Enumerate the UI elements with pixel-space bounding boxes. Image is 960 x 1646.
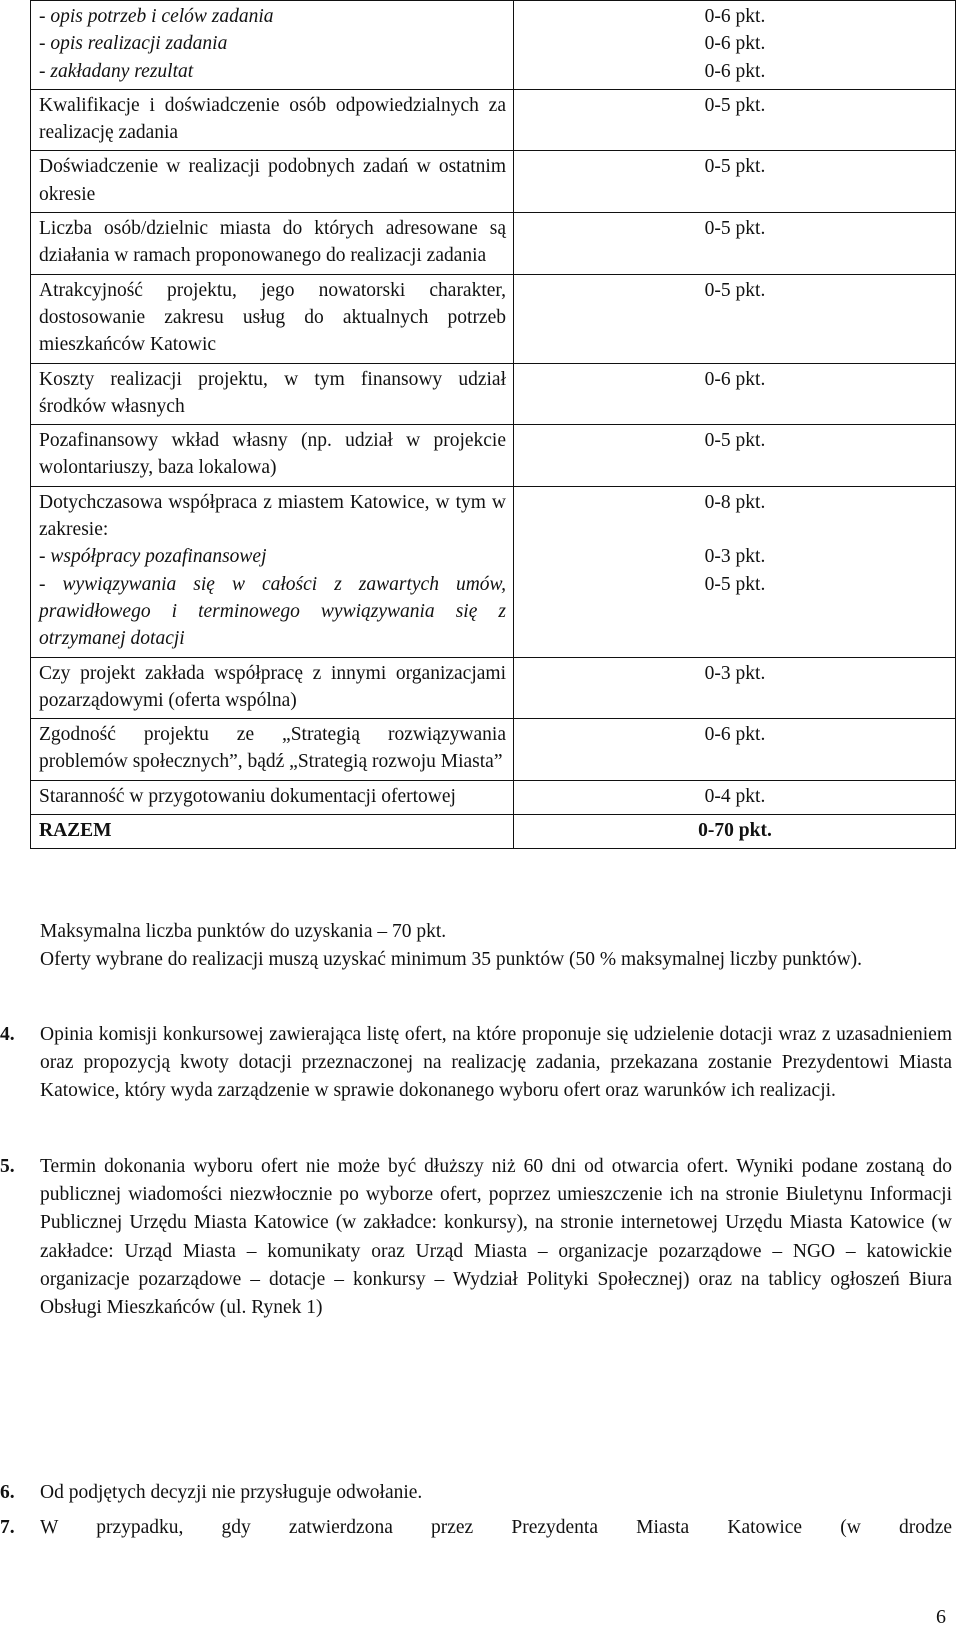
criterion-cell: Doświadczenie w realizacji podobnych zadań w ostatnim okresie (31, 151, 514, 213)
section-4 (0, 1021, 952, 1106)
points-cell (514, 486, 956, 657)
criterion-cell: Pozafinansowy wkład własny (np. udział w projekcie wolontariuszy, baza lokalowa) (31, 425, 514, 487)
criterion-cell: Zgodność projektu ze „Strategią rozwiązywania problemów społecznych”, bądź „Strategią rozwoju Miasta” (31, 719, 514, 781)
evaluation-criteria-table (30, 0, 956, 849)
criterion-text: Dotychczasowa współpraca z miastem Katowice, w tym w zakresie: (39, 491, 506, 541)
section-number: 5. (0, 1156, 15, 1177)
page-number: 6 (936, 1606, 946, 1628)
section-text: Od podjętych decyzji nie przysługuje odwołanie. (40, 1482, 423, 1503)
points-value: 0-3 pkt. (704, 546, 766, 568)
section-number: 4. (0, 1024, 15, 1045)
min-points-note: Oferty wybrane do realizacji muszą uzyskać minimum 35 punktów (50 % maksymalnej liczby punktów). (40, 949, 863, 970)
table-row (31, 780, 956, 814)
points-cell: 0-5 pkt. (514, 151, 956, 213)
table-row (31, 89, 956, 151)
max-points-note: Maksymalna liczba punktów do uzyskania – 70 pkt. (40, 921, 447, 942)
points-value: 0-8 pkt. (704, 491, 766, 513)
section-5 (0, 1153, 952, 1322)
criterion-cell: Atrakcyjność projektu, jego nowatorski charakter, dostosowanie zakresu usług do aktualnych potrzeb mieszkańców Katowic (31, 274, 514, 363)
table-row (31, 274, 956, 363)
points-cell: 0-5 pkt. (514, 425, 956, 487)
criterion-subitem: - wywiązywania się w całości z zawartych umów, prawidłowego i terminowego wywiązywania się z otrzymanej dotacji (39, 573, 506, 650)
criterion-line: - opis potrzeb i celów zadania (39, 6, 274, 27)
points-cell: 0-3 pkt. (514, 657, 956, 719)
table-row (31, 425, 956, 487)
criterion-line: - zakładany rezultat (39, 60, 194, 82)
criterion-line: - opis realizacji zadania (39, 33, 228, 55)
points-cell: 0-5 pkt. (514, 89, 956, 151)
criterion-subitem: - współpracy pozafinansowej (39, 546, 267, 568)
points-value: 0-6 pkt. (704, 33, 766, 55)
points-cell: 0-6 pkt. (514, 363, 956, 425)
table-row (31, 363, 956, 425)
points-value: 0-6 pkt. (704, 60, 766, 82)
section-7 (0, 1514, 952, 1542)
points-cell: 0-5 pkt. (514, 213, 956, 275)
section-number: 6. (0, 1482, 15, 1503)
points-cell: 0-5 pkt. (514, 274, 956, 363)
table-row (31, 657, 956, 719)
total-points: 0-70 pkt. (514, 815, 956, 849)
table-row (31, 486, 956, 657)
criterion-cell: Kwalifikacje i doświadczenie osób odpowiedzialnych za realizację zadania (31, 89, 514, 151)
points-value: 0-6 pkt. (704, 6, 766, 27)
total-label: RAZEM (31, 815, 514, 849)
criterion-cell: Liczba osób/dzielnic miasta do których adresowane są działania w ramach proponowanego do realizacji zadania (31, 213, 514, 275)
points-cell: 0-4 pkt. (514, 780, 956, 814)
table-row (31, 719, 956, 781)
section-6 (0, 1479, 952, 1507)
table-row (31, 815, 956, 849)
criterion-cell: Czy projekt zakłada współpracę z innymi organizacjami pozarządowymi (oferta wspólna) (31, 657, 514, 719)
table-row (31, 1, 956, 90)
points-cell: 0-6 pkt. (514, 719, 956, 781)
criterion-cell (31, 1, 514, 90)
points-cell (514, 1, 956, 90)
criterion-cell: Staranność w przygotowaniu dokumentacji ofertowej (31, 780, 514, 814)
section-text: Termin dokonania wyboru ofert nie może być dłuższy niż 60 dni od otwarcia ofert. Wyniki podane zostaną do publicznej wiadomości niezwłocznie po wyborze ofert, poprzez umieszczenie ich na stronie Biuletynu Informacji Publicznej Urzędu Miasta Katowice (w zakładce: konkursy), na stronie internetowej Urzędu Miasta Katowice (w zakładce: Urząd Miasta – komunikaty oraz Urząd Miasta – organizacje pozarządowe – NGO – katowickie organizacje pozarządowe – dotacje – konkursy – Wydział Polityki Społecznej) oraz na tablicy ogłoszeń Biura Obsługi Mieszkańców (ul. Rynek 1) (40, 1156, 952, 1319)
section-number: 7. (0, 1517, 15, 1538)
section-text: W przypadku, gdy zatwierdzona przez Prezydenta Miasta Katowice (w drodze (40, 1517, 952, 1538)
table-row (31, 213, 956, 275)
table-row (31, 151, 956, 213)
criterion-cell: Koszty realizacji projektu, w tym finansowy udział środków własnych (31, 363, 514, 425)
section-text: Opinia komisji konkursowej zawierająca listę ofert, na które proponuje się udzielenie dotacji wraz z uzasadnieniem oraz propozycją kwoty dotacji przeznaczonej na realizację zadania, przekazana zostanie Prezydentowi Miasta Katowice, który wyda zarządzenie w sprawie dokonanego wyboru ofert oraz warunków ich realizacji. (40, 1024, 952, 1102)
criterion-cell (31, 486, 514, 657)
points-value: 0-5 pkt. (704, 573, 766, 595)
